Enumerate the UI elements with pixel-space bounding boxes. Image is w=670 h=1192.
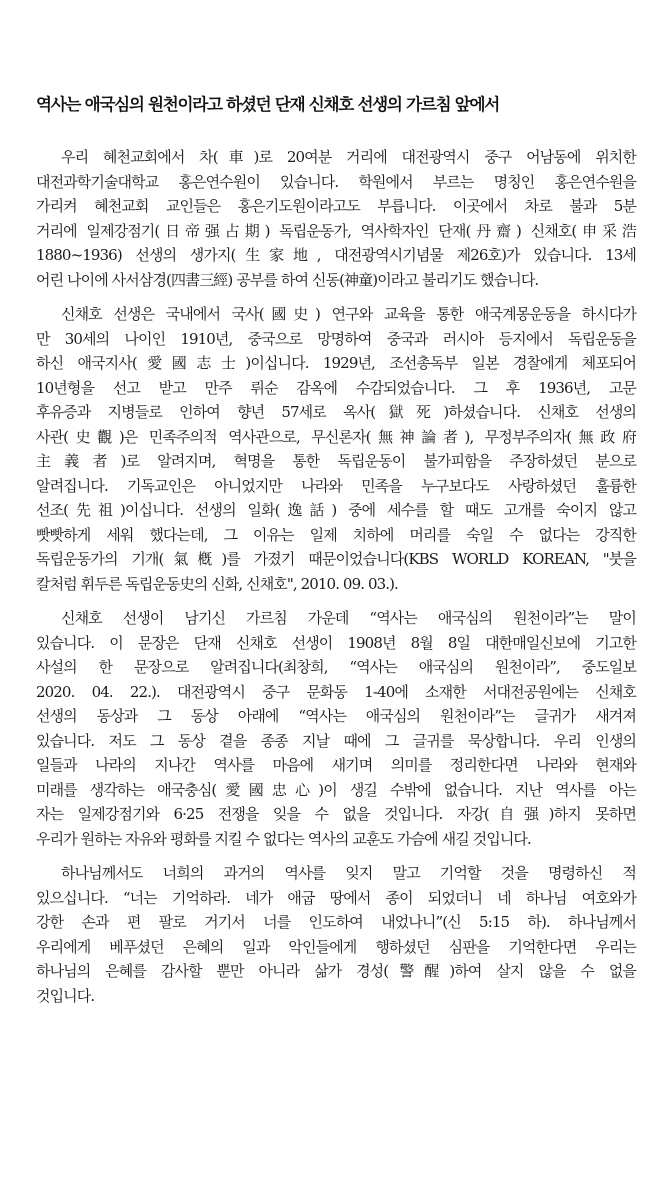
article-body	[36, 145, 636, 1018]
text-line: 있습니다. 저도 그 동상 곁을 종종 지날 때에 그 글귀를 묵상합니다. 우리 인생의	[36, 731, 636, 750]
text-line: 우리가 원하는 자유와 평화를 지킬 수 없다는 역사의 교훈도 가슴에 새길 것입니다.	[36, 829, 531, 848]
text-line: 1880~1936) 선생의 생가지(生家地, 대전광역시기념물 제26호)가 있습니다. 13세	[36, 246, 636, 264]
text-line: 우리 혜천교회에서 차(車)로 20여분 거리에 대전광역시 중구 어남동에 위치한	[61, 148, 636, 166]
paragraph-1	[36, 145, 636, 292]
text-line: 만 30세의 나이인 1910년, 중국으로 망명하여 중국과 러시아 등지에서 독립운동을	[36, 329, 636, 348]
text-line: 독립운동가의 기개(氣槪)를 가졌기 때문이었습니다(KBS WORLD KOREAN, "붓을	[36, 550, 636, 568]
text-line: 선조(先祖)이십니다. 선생의 일화(逸話) 중에 세수를 할 때도 고개를 숙이지 않고	[36, 501, 636, 519]
paragraph-4	[36, 861, 636, 1008]
text-line: 우리에게 베푸셨던 은혜의 일과 악인들에게 행하셨던 심판을 기억한다면 우리는	[36, 937, 636, 956]
text-line: 어린 나이에 사서삼경(四書三經) 공부를 하여 신동(神童)이라고 불리기도 했습니다.	[36, 270, 539, 289]
text-line: 하신 애국지사(愛國志士)이십니다. 1929년, 조선총독부 일본 경찰에게 체포되어	[36, 354, 636, 372]
text-line: 선생의 동상과 그 동상 아래에 “역사는 애국심의 원천이라”는 글귀가 새겨져	[36, 707, 636, 725]
text-line: 하나님의 은혜를 감사할 뿐만 아니라 삶가 경성(警醒)하여 살지 않을 수 없을	[36, 962, 636, 980]
text-line: 신채호 선생은 국내에서 국사(國史) 연구와 교육을 통한 애국계몽운동을 하시다가	[61, 305, 636, 323]
text-line: 하나님께서도 너희의 과거의 역사를 잊지 말고 기억할 것을 명령하신 적	[61, 864, 636, 882]
text-line: 칼처럼 휘두른 독립운동史의 신화, 신채호", 2010. 09. 03.).	[36, 574, 398, 593]
paragraph-2	[36, 302, 636, 596]
paragraph-3	[36, 606, 636, 851]
text-line: 알려집니다. 기독교인은 아니었지만 나라와 민족을 누구보다도 사랑하셨던 훌륭한	[36, 476, 636, 495]
text-line: 가리켜 혜천교회 교인들은 홍은기도원이라고도 부릅니다. 이곳에서 차로 불과 5분	[36, 197, 636, 215]
text-line: 신채호 선생이 남기신 가르침 가운데 “역사는 애국심의 원천이라”는 말이	[61, 609, 636, 627]
text-line: 主義者)로 알려지며, 혁명을 통한 독립운동이 불가피함을 주장하셨던 분으로	[36, 452, 636, 470]
page-title: 역사는 애국심의 원천이라고 하셨던 단재 신채호 선생의 가르침 앞에서	[36, 95, 499, 114]
text-line: 것입니다.	[36, 986, 95, 1005]
text-line: 자는 일제강점기와 6·25 전쟁을 잊을 수 없을 것입니다. 자강(自强)하지 못하면	[36, 805, 636, 823]
text-line: 빳빳하게 세워 했다는데, 그 이유는 일제 치하에 머리를 숙일 수 없다는 강직한	[36, 525, 636, 544]
text-line: 10년형을 선고 받고 만주 뤼순 감옥에 수감되었습니다. 그 후 1936년, 고문	[36, 378, 636, 397]
text-line: 거리에 일제강점기(日帝强占期) 독립운동가, 역사학자인 단재(丹齋) 신채호(申采浩	[36, 221, 636, 240]
text-line: 2020. 04. 22.). 대전광역시 중구 문화동 1-40에 소재한 서대전공원에는 신채호	[36, 682, 636, 701]
text-line: 미래를 생각하는 애국충심(愛國忠心)이 생길 수밖에 없습니다. 지난 역사를 아는	[36, 780, 636, 799]
text-line: 대전과학기술대학교 홍은연수원이 있습니다. 학원에서 부르는 명칭인 홍은연수원을	[36, 172, 636, 191]
text-line: 사관(史觀)은 민족주의적 역사관으로, 무신론자(無神論者), 무정부주의자(無政府	[36, 427, 636, 446]
text-line: 있으십니다. “너는 기억하라. 네가 애굽 땅에서 종이 되었더니 네 하나님 여호와가	[36, 888, 636, 907]
text-line: 사설의 한 문장으로 알려집니다(최창희, “역사는 애국심의 원천이라”, 중도일보	[36, 658, 636, 676]
text-line: 강한 손과 편 팔로 거기서 너를 인도하여 내었나니”(신 5:15 하). 하나님께서	[36, 913, 636, 931]
text-line: 일들과 나라의 지나간 역사를 마음에 새기며 의미를 정리한다면 나라와 현재와	[36, 756, 636, 774]
text-line: 후유증과 지병들로 인하여 향년 57세로 옥사(獄死)하셨습니다. 신채호 선생의	[36, 403, 636, 421]
text-line: 있습니다. 이 문장은 단재 신채호 선생이 1908년 8월 8일 대한매일신보에 기고한	[36, 633, 636, 652]
